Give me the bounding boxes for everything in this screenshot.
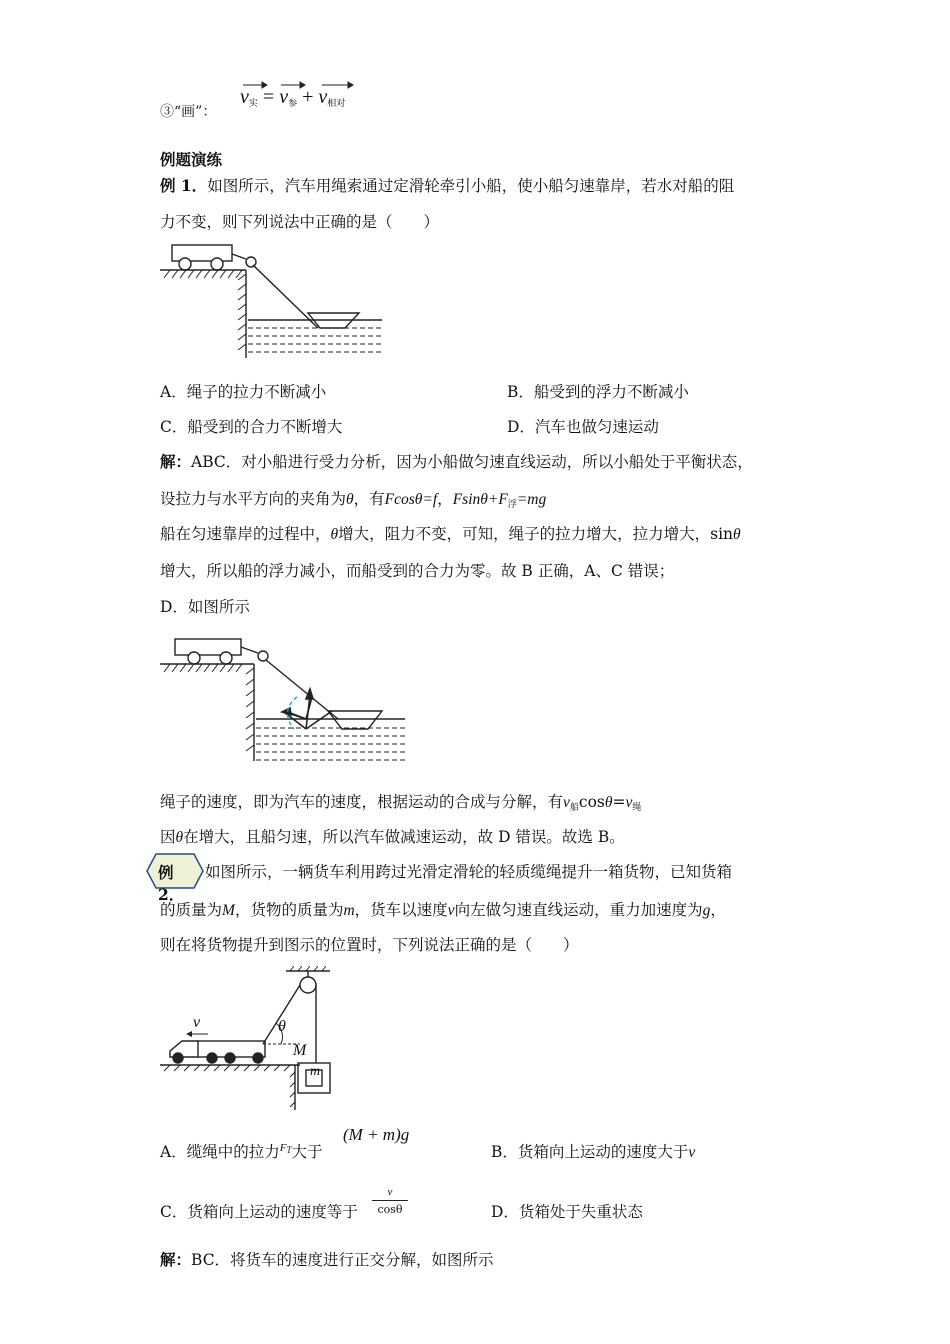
ex1-solution-line1: 解：ABC．对小船进行受力分析，因为小船做匀速直线运动，所以小船处于平衡状态， bbox=[160, 452, 753, 471]
ex2-figure-v-label: v bbox=[193, 1014, 201, 1031]
ex2-figure-m-label: m bbox=[310, 1064, 321, 1079]
ex1-solution-line2: 设拉力与水平方向的夹角为θ，有Fcosθ=f，$Fsin\theta+F_浮=mg$ bbox=[160, 490, 547, 510]
fraction-denominator: cosθ bbox=[377, 1203, 403, 1216]
ex2-option-a[interactable]: A．缆绳中的拉力$^{FT}$大于 bbox=[160, 1142, 323, 1161]
ex2-tag: 例 2． bbox=[158, 863, 185, 904]
ex2-option-a-expression: (M + m)g bbox=[343, 1125, 410, 1144]
ex1-figure-velocity-decomposition bbox=[160, 633, 420, 768]
ex1-solution-tag: 解： bbox=[160, 452, 192, 471]
plus-sign: + bbox=[302, 86, 314, 108]
ex2-line1: 如图所示，一辆货车利用跨过光滑定滑轮的轻质缆绳提升一箱货物，已知货箱 bbox=[205, 863, 733, 881]
ex2-option-b[interactable]: B．货箱向上运动的速度大于v bbox=[491, 1143, 696, 1161]
ex1-option-a[interactable]: A．绳子的拉力不断减小 bbox=[160, 383, 327, 401]
ex2-option-c[interactable]: C．货箱向上运动的速度等于 bbox=[160, 1203, 358, 1221]
vector-arrows bbox=[240, 80, 370, 92]
ex1-solution-line7: 因θ在增大，且船匀速，所以汽车做减速运动，故 D 错误。故选 B。 bbox=[160, 828, 625, 846]
section-title: 例题演练 bbox=[160, 150, 223, 169]
ex1-option-d[interactable]: D．汽车也做匀速运动 bbox=[507, 418, 659, 436]
ex2-figure-theta-label: θ bbox=[278, 1018, 286, 1035]
ex1-line1: 例 1．如图所示，汽车用绳索通过定滑轮牵引小船，使小船匀速靠岸，若水对船的阻 bbox=[160, 176, 735, 195]
v-real: $v_实$ bbox=[240, 86, 258, 108]
ex2-solution-tag: 解： bbox=[160, 1250, 192, 1269]
equals-sign: = bbox=[262, 86, 275, 108]
ex1-tag: 例 1． bbox=[160, 176, 208, 195]
ex2-line2: 的质量为M，货物的质量为m，货车以速度v向左做匀速直线运动，重力加速度为g， bbox=[160, 901, 726, 919]
ex1-option-b[interactable]: B．船受到的浮力不断减小 bbox=[507, 383, 689, 401]
ex1-figure-boat-car bbox=[160, 240, 400, 365]
ex1-solution-line3: 船在匀速靠岸的过程中，θ增大，阻力不变，可知，绳子的拉力增大，拉力增大，sinθ bbox=[160, 525, 741, 543]
ex2-figure-M-label: M bbox=[293, 1042, 307, 1059]
ex2-figure-truck-pulley bbox=[160, 965, 360, 1110]
ex1-solution-line5: D．如图所示 bbox=[160, 598, 250, 616]
ex2-line3: 则在将货物提升到图示的位置时，下列说法正确的是（ ） bbox=[160, 936, 579, 954]
formula-marker bbox=[160, 101, 216, 121]
ex1-solution-line6: 绳子的速度，即为汽车的速度，根据运动的合成与分解，有$v_船\cos\theta=v_绳$ bbox=[160, 793, 642, 813]
fraction-bar bbox=[372, 1200, 408, 1201]
ex2-option-c-fraction bbox=[372, 1186, 408, 1216]
v-ref: $v_参$ bbox=[279, 86, 298, 108]
ex1-solution-line4: 增大，所以船的浮力减小，而船受到的合力为零。故 B 正确，A、C 错误； bbox=[160, 562, 675, 580]
ex1-option-c[interactable]: C．船受到的合力不断增大 bbox=[160, 418, 343, 436]
ex2-option-d[interactable]: D．货箱处于失重状态 bbox=[491, 1203, 643, 1221]
ex2-solution-line1: 解：BC．将货车的速度进行正交分解，如图所示 bbox=[160, 1250, 494, 1269]
formula-label: “画”： bbox=[174, 104, 217, 120]
fraction-numerator: v bbox=[387, 1186, 393, 1198]
circled-three: ③ bbox=[160, 104, 174, 120]
v-rel: $v_{相对}$ bbox=[318, 86, 346, 108]
ex2-badge bbox=[146, 853, 204, 904]
ex1-line2: 力不变，则下列说法中正确的是（ ） bbox=[160, 213, 440, 231]
